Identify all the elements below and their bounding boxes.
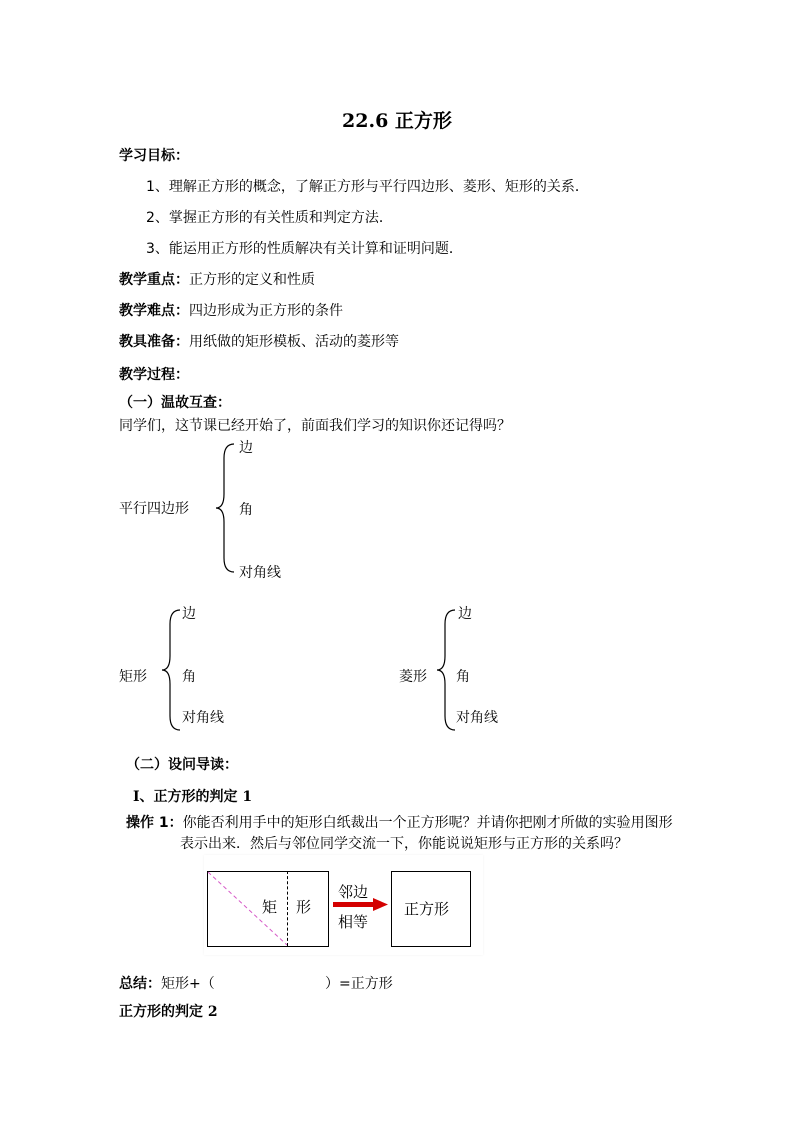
operation1-label: 操作 1：	[126, 815, 183, 831]
rectangle-char: 形	[296, 898, 312, 916]
rhombus-item: 对角线	[456, 710, 498, 726]
parallelogram-label: 平行四边形	[119, 501, 189, 517]
summary-label: 总结：	[119, 976, 161, 992]
rhombus-item: 角	[456, 669, 470, 685]
section2-heading: （二）设问导读：	[126, 757, 238, 773]
key-point	[119, 269, 315, 289]
operation1-line1: 你能否利用手中的矩形白纸裁出一个正方形呢？并请你把刚才所做的实验用图形	[182, 815, 673, 831]
arrow-label-top: 邻边	[338, 883, 369, 901]
square-label: 正方形	[404, 900, 450, 918]
rectangle-brace	[160, 608, 182, 732]
rhombus-label: 菱形	[399, 669, 427, 685]
rectangle-char: 矩	[262, 898, 278, 916]
fold-line	[287, 871, 288, 946]
rhombus-item: 边	[458, 606, 472, 622]
rectangle-item: 对角线	[182, 710, 224, 726]
objectives-heading: 学习目标：	[119, 148, 189, 164]
parallelogram-item: 对角线	[239, 565, 281, 581]
rectangle-item: 角	[182, 669, 196, 685]
rectangle-label: 矩形	[119, 669, 147, 685]
tools-value: 用纸做的矩形模板、活动的菱形等	[189, 334, 399, 350]
arrow-shaft	[333, 902, 375, 907]
summary	[119, 973, 215, 993]
objective-item: 3、能运用正方形的性质解决有关计算和证明问题．	[146, 241, 463, 257]
page-title: 22.6 正方形	[342, 110, 452, 132]
rhombus-brace	[435, 608, 457, 732]
operation1	[126, 812, 673, 832]
summary-right: ）=正方形	[325, 976, 393, 992]
objective-item: 2、掌握正方形的有关性质和判定方法．	[146, 210, 393, 226]
arrow-head	[373, 898, 388, 911]
tools	[119, 331, 399, 351]
parallelogram-brace	[214, 442, 236, 574]
summary-left: 矩形+（	[161, 976, 215, 992]
difficulty-value: 四边形成为正方形的条件	[189, 303, 343, 319]
parallelogram-item: 角	[239, 502, 253, 518]
objective-item: 1、理解正方形的概念，了解正方形与平行四边形、菱形、矩形的关系．	[146, 179, 589, 195]
section2-sub1: Ⅰ、正方形的判定 1	[133, 789, 253, 805]
right-arrow-icon	[333, 898, 389, 912]
parallelogram-item: 边	[239, 440, 253, 456]
key-point-value: 正方形的定义和性质	[189, 272, 315, 288]
section2-sub2: 正方形的判定 2	[119, 1004, 218, 1020]
difficulty	[119, 300, 343, 320]
section1-heading: （一）温故互查：	[119, 395, 231, 411]
process-label: 教学过程：	[119, 367, 189, 383]
arrow-label-bottom: 相等	[338, 913, 369, 931]
section1-intro: 同学们，这节课已经开始了，前面我们学习的知识你还记得吗？	[119, 418, 511, 434]
key-point-label: 教学重点：	[119, 272, 189, 288]
tools-label: 教具准备：	[119, 334, 189, 350]
rectangle-item: 边	[182, 606, 196, 622]
operation1-line2: 表示出来．然后与邻位同学交流一下，你能说说矩形与正方形的关系吗？	[180, 836, 628, 852]
difficulty-label: 教学难点：	[119, 303, 189, 319]
